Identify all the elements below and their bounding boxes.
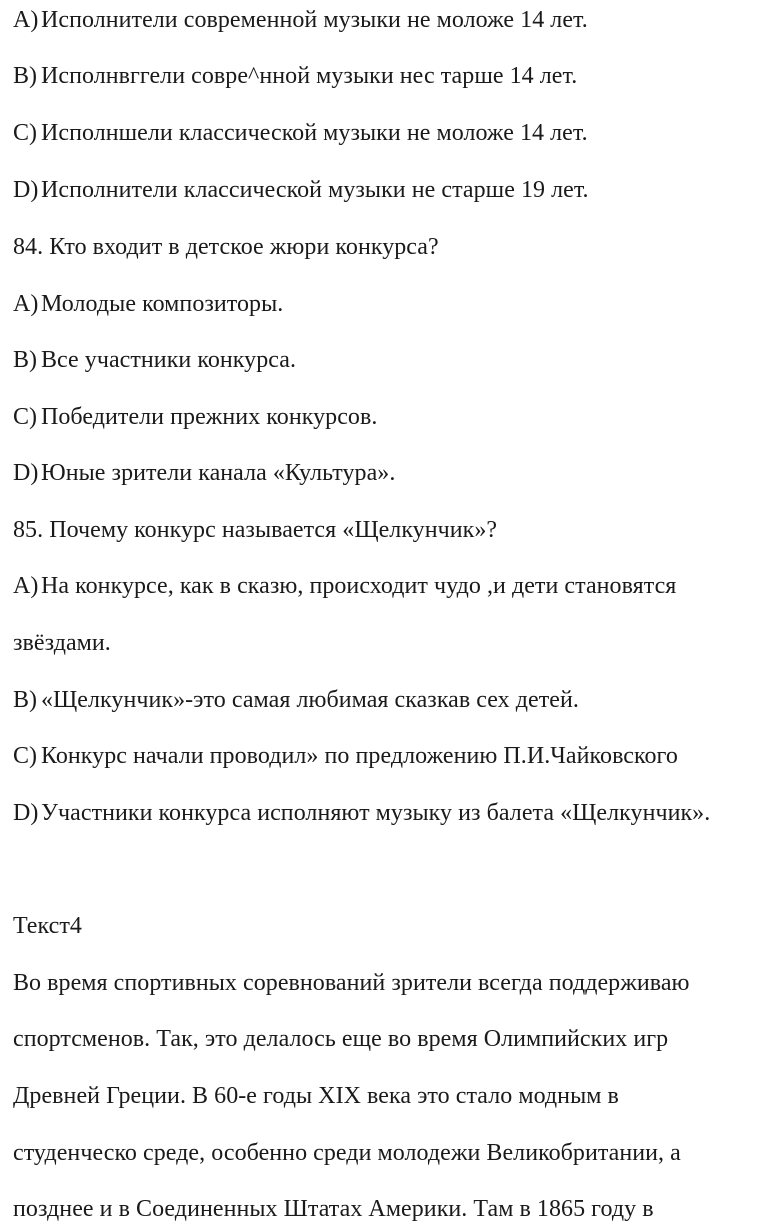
- q85-option-a-continuation: звёздами.: [13, 630, 111, 656]
- option-text: Исполнители современной музыки не моложе 14 лет.: [41, 7, 588, 33]
- text4-line: Древней Греции. В 60-е годы XIX века это стало модным в: [13, 1083, 619, 1109]
- q85-option-b: [13, 686, 579, 714]
- q83-option-d: [13, 176, 589, 204]
- option-text: Молодые композиторы.: [41, 291, 284, 317]
- option-letter: A): [13, 291, 39, 317]
- option-letter: C): [13, 120, 38, 146]
- q85-option-d: [13, 799, 710, 827]
- q85-option-c: [13, 742, 678, 770]
- q85-question: 85. Почему конкурс называется «Щелкунчик»?: [13, 517, 498, 543]
- option-letter: D): [13, 177, 39, 203]
- option-text: На конкурсе, как в сказю, происходит чудо ,и дети становятся: [41, 573, 677, 599]
- option-text: Исполнители классической музыки не старше 19 лет.: [41, 177, 589, 203]
- q84-option-b: [13, 346, 296, 374]
- option-letter: B): [13, 63, 38, 89]
- q85-option-a: [13, 572, 676, 600]
- option-letter: A): [13, 573, 39, 599]
- q84-option-d: [13, 459, 395, 487]
- option-letter: D): [13, 800, 39, 826]
- option-text: Исполнвггели совре^нной музыки нес тарше 14 лет.: [41, 63, 578, 89]
- option-letter: C): [13, 404, 38, 430]
- option-text: Конкурс начали проводил» по предложению П.И.Чайковского: [41, 743, 678, 769]
- q83-option-a: [13, 6, 588, 34]
- q84-option-a: [13, 290, 283, 318]
- q83-option-b: [13, 62, 577, 90]
- text4-line: студенческо среде, особенно среди молодежи Великобритании, а: [13, 1140, 681, 1166]
- text4-heading: Текст4: [13, 913, 82, 939]
- option-text: «Щелкунчик»-это самая любимая сказкав сех детей.: [41, 687, 579, 713]
- option-text: Участники конкурса исполняют музыку из балета «Щелкунчик».: [41, 800, 711, 826]
- q84-option-c: [13, 403, 377, 431]
- text4-line: спортсменов. Так, это делалось еще во время Олимпийских игр: [13, 1026, 669, 1052]
- option-letter: D): [13, 460, 39, 486]
- text4-line: позднее и в Соединенных Штатах Америки. Там в 1865 году в: [13, 1196, 654, 1222]
- option-text: Исполншели классической музыки не моложе 14 лет.: [41, 120, 588, 146]
- option-text: Все участники конкурса.: [41, 347, 297, 373]
- option-letter: C): [13, 743, 38, 769]
- option-letter: B): [13, 687, 38, 713]
- q84-question: 84. Кто входит в детское жюри конкурса?: [13, 234, 439, 260]
- option-text: Победители прежних конкурсов.: [41, 404, 378, 430]
- option-letter: A): [13, 7, 39, 33]
- option-letter: B): [13, 347, 38, 373]
- q83-option-c: [13, 119, 588, 147]
- text4-line: Во время спортивных соревнований зрители всегда поддерживаю: [13, 970, 690, 996]
- option-text: Юные зрители канала «Культура».: [41, 460, 396, 486]
